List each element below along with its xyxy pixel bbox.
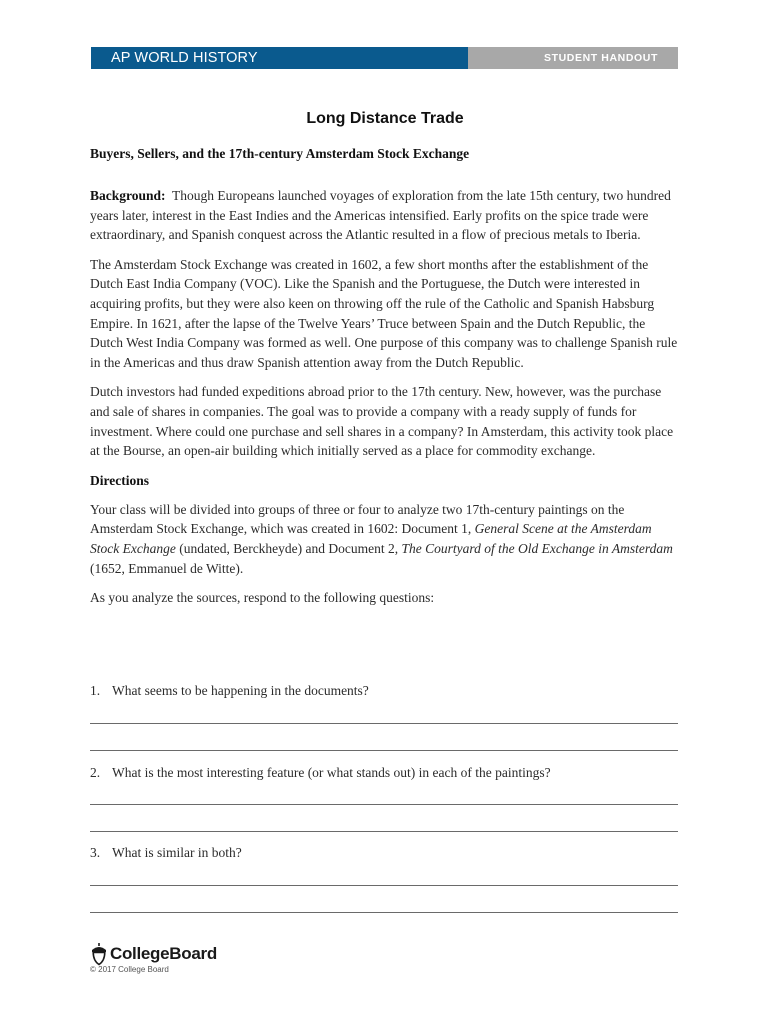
- question-1: [90, 682, 369, 700]
- document2-info: (1652, Emmanuel de Witte).: [90, 560, 244, 576]
- question-2: [90, 764, 551, 782]
- collegeboard-logo: [90, 940, 217, 968]
- copyright: © 2017 College Board: [90, 965, 169, 974]
- page-subtitle: Buyers, Sellers, and the 17th-century Amsterdam Stock Exchange: [90, 146, 470, 161]
- background-label: Background:: [90, 188, 166, 203]
- footer: [90, 940, 217, 974]
- page-title: Long Distance Trade: [306, 110, 464, 127]
- course-label: AP WORLD HISTORY: [91, 47, 468, 69]
- answer-line[interactable]: [90, 912, 678, 913]
- question-number: 3.: [90, 845, 101, 860]
- handout-label: STUDENT HANDOUT: [468, 47, 678, 69]
- header-bar: [91, 47, 678, 69]
- document2-title: The Courtyard of the Old Exchange in Amsterdam: [401, 540, 673, 556]
- background-text: Though Europeans launched voyages of exploration from the late 15th century, two hundred years later, interest in the East Indies and the Americas intensified. Early profits on the spice trade were extraordinary, and Spanish conquest across the Atlantic resulted in a flow of precious metals to Iberia.: [90, 188, 671, 243]
- answer-line[interactable]: [90, 885, 678, 886]
- document1-info: (undated, Berckheyde) and Document 2,: [175, 540, 402, 556]
- directions-heading: Directions: [90, 472, 149, 488]
- question-text: What seems to be happening in the documents?: [112, 683, 369, 698]
- answer-line[interactable]: [90, 750, 678, 751]
- questions-prompt: As you analyze the sources, respond to the following questions:: [90, 590, 435, 606]
- logo-text: CollegeBoard: [110, 944, 217, 963]
- document-body: [90, 106, 680, 608]
- directions-paragraph: [90, 500, 680, 578]
- answer-line[interactable]: [90, 723, 678, 724]
- investors-paragraph: Dutch investors had funded expeditions abroad prior to the 17th century. New, however, was the purchase and sale of shares in companies. The goal was to provide a company with a ready supply of funds for investment. Where could one purchase and sell shares in a company? In Amsterdam, this activity took place at the Bourse, an open-air building which initially served as a place for commodity exchange.: [90, 384, 674, 459]
- question-text: What is similar in both?: [112, 845, 242, 860]
- answer-line[interactable]: [90, 804, 678, 805]
- background-paragraph: [90, 186, 680, 245]
- question-number: 2.: [90, 765, 101, 780]
- acorn-icon: [90, 942, 108, 966]
- question-3: [90, 844, 242, 862]
- exchange-paragraph: The Amsterdam Stock Exchange was created in 1602, a few short months after the establishment of the Dutch East India Company (VOC). Like the Spanish and the Portuguese, the Dutch were interested in acquiring profits, but they were also keen on throwing off the rule of the Catholic and Spanish Habsburg Empire. In 1621, after the lapse of the Twelve Years’ Truce between Spain and the Dutch Republic, the Dutch West India Company was formed as well. One purpose of this company was to challenge Spanish rule in the Americas and thus draw Spanish attention away from the Dutch Republic.: [90, 256, 678, 370]
- answer-line[interactable]: [90, 831, 678, 832]
- question-text: What is the most interesting feature (or what stands out) in each of the paintings?: [112, 765, 551, 780]
- document1-title: General Scene at the Amsterdam Stock Exchange: [90, 521, 652, 556]
- question-number: 1.: [90, 683, 101, 698]
- directions-intro: Your class will be divided into groups of three or four to analyze two 17th-century paintings on the Amsterdam Stock Exchange, which was created in 1602: Document 1,: [90, 501, 625, 537]
